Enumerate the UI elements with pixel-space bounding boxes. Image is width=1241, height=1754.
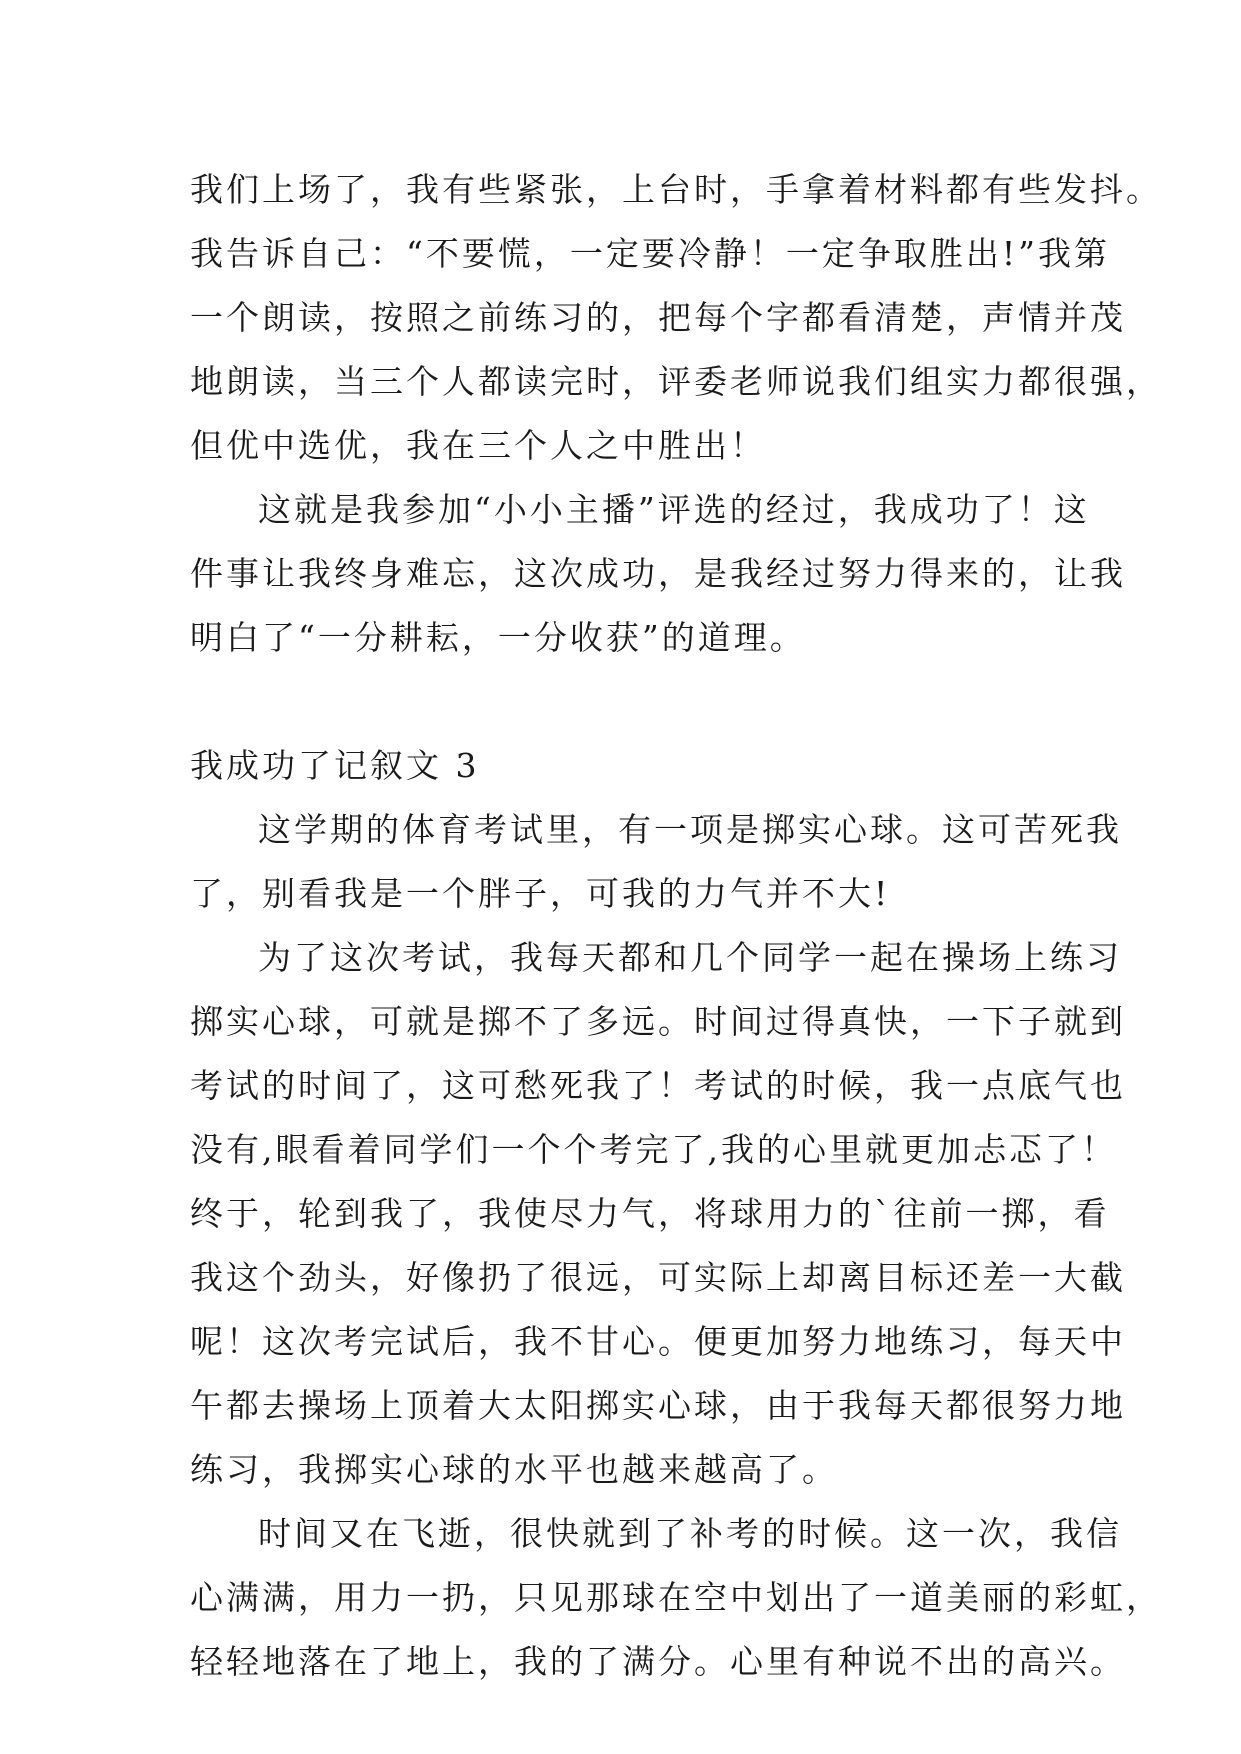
text-line: 终于，轮到我了，我使尽力气，将球用力的`往前一掷，看 bbox=[190, 1194, 1110, 1233]
text-line: 我告诉自己：“不要慌，一定要冷静！一定争取胜出!”我第 bbox=[190, 234, 1111, 273]
text-line: 我们上场了，我有些紧张，上台时，手拿着材料都有些发抖。 bbox=[190, 170, 1162, 209]
text-line: 但优中选优，我在三个人之中胜出！ bbox=[190, 426, 766, 465]
text-line: 地朗读，当三个人都读完时，评委老师说我们组实力都很强， bbox=[190, 362, 1162, 401]
text-line: 这学期的体育考试里，有一项是掷实心球。这可苦死我 bbox=[258, 810, 1122, 849]
text-line: 午都去操场上顶着大太阳掷实心球，由于我每天都很努力地 bbox=[190, 1386, 1126, 1425]
text-line: 心满满，用力一扔，只见那球在空中划出了一道美丽的彩虹， bbox=[190, 1578, 1162, 1617]
text-line: 我这个劲头，好像扔了很远，可实际上却离目标还差一大截 bbox=[190, 1258, 1126, 1297]
paragraph bbox=[190, 478, 1126, 670]
text-line: 练习，我掷实心球的水平也越来越高了。 bbox=[190, 1450, 838, 1489]
text-line: 件事让我终身难忘，这次成功，是我经过努力得来的，让我 bbox=[190, 554, 1126, 593]
text-line: 明白了“一分耕耘，一分收获”的道理。 bbox=[190, 618, 806, 657]
text-line: 为了这次考试，我每天都和几个同学一起在操场上练习 bbox=[258, 938, 1122, 977]
paragraph bbox=[190, 798, 1122, 926]
paragraph bbox=[190, 926, 1126, 1502]
text-line: 掷实心球，可就是掷不了多远。时间过得真快，一下子就到 bbox=[190, 1002, 1126, 1041]
text-line: 轻轻地落在了地上，我的了满分。心里有种说不出的高兴。 bbox=[190, 1642, 1126, 1681]
text-line: 没有,眼看着同学们一个个考完了,我的心里就更加忐忑了！ bbox=[190, 1130, 1117, 1169]
text-line: 时间又在飞逝，很快就到了补考的时候。这一次，我信 bbox=[258, 1514, 1122, 1553]
document-body bbox=[190, 158, 1162, 1694]
text-line: 一个朗读，按照之前练习的，把每个字都看清楚，声情并茂 bbox=[190, 298, 1126, 337]
text-line: 这就是我参加“小小主播”评选的经过，我成功了！这 bbox=[258, 490, 1090, 529]
paragraph bbox=[190, 158, 1162, 478]
text-line: 考试的时间了，这可愁死我了！考试的时候，我一点底气也 bbox=[190, 1066, 1126, 1105]
section-heading: 我成功了记叙文 3 bbox=[190, 746, 480, 785]
blank-line bbox=[190, 670, 1070, 734]
text-line: 呢！这次考完试后，我不甘心。便更加努力地练习，每天中 bbox=[190, 1322, 1126, 1361]
text-line: 了，别看我是一个胖子，可我的力气并不大! bbox=[190, 874, 891, 913]
paragraph bbox=[190, 1502, 1162, 1694]
